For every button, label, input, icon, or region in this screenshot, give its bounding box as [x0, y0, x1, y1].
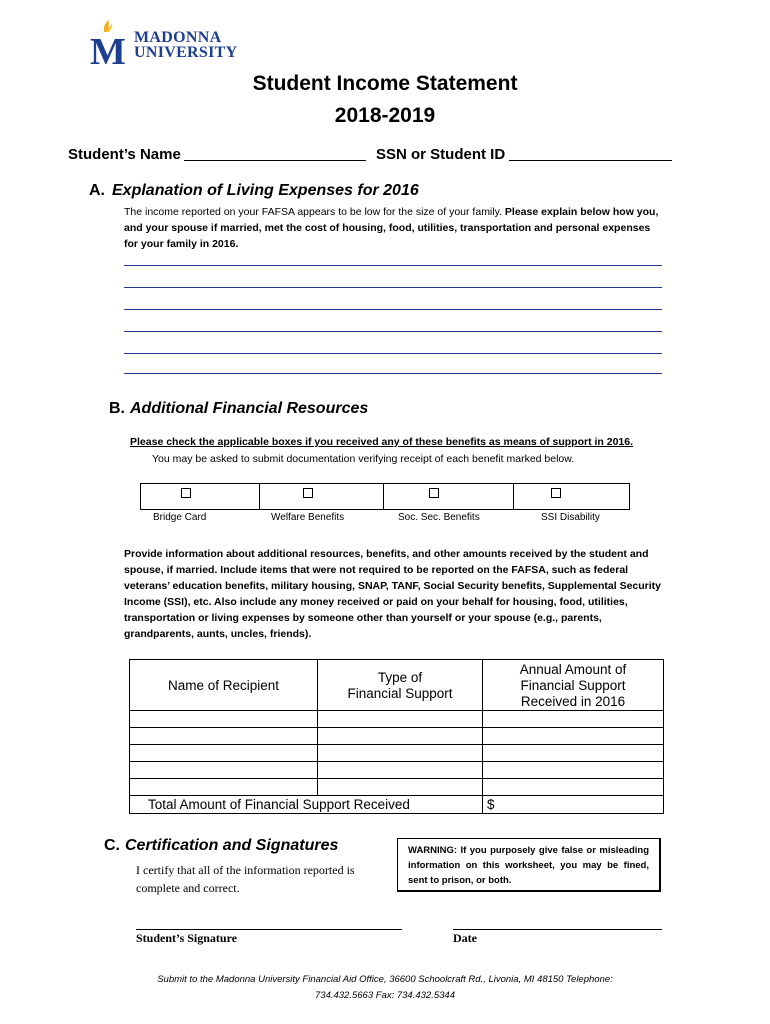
table-row-line [130, 795, 663, 796]
signature-field[interactable] [136, 929, 402, 930]
section-a-letter: A. [89, 182, 105, 199]
footer-line-1: Submit to the Madonna University Financial Aid Office, 36600 Schoolcraft Rd., Livonia, MI 48150 Telephone: [157, 974, 613, 985]
section-a-text-bold: Please explain below how you, and your spouse if married, met the cost of housing, food, utilities, transportation and personal expenses for your family in 2016. [124, 206, 659, 250]
type-header-line-1: Type of [377, 670, 423, 685]
benefit-label-bridge-card: Bridge Card [153, 512, 207, 523]
section-a-instructions [124, 204, 664, 252]
amount-header-line-3: Received in 2016 [520, 694, 626, 709]
explanation-line-1[interactable] [124, 265, 662, 266]
document-year: 2018-2019 [334, 104, 436, 127]
university-logo-icon [90, 20, 134, 66]
column-header-amount [483, 662, 663, 710]
amount-header-line-2: Financial Support [520, 678, 626, 693]
total-label: Total Amount of Financial Support Received [148, 797, 410, 812]
certify-text [136, 861, 355, 897]
checkbox-soc-sec-benefits[interactable] [429, 488, 439, 498]
column-header-type [318, 670, 482, 702]
type-header-line-2: Financial Support [347, 686, 453, 701]
section-b-instruction: Please check the applicable boxes if you received any of these benefits as means of support in 2016. [130, 436, 634, 448]
explanation-line-4[interactable] [124, 331, 662, 332]
checkbox-bridge-card[interactable] [181, 488, 191, 498]
section-b-provide-text: Provide information about additional resources, benefits, and other amounts received by the student and spouse, if married. Include items that were not required to be reported on the FAFSA, such as federal veterans’ education benefits, military housing, SNAP, TANF, Social Security benefits, Supplemental Security Income (SSI), etc. Also include any money received or paid on your behalf for housing, food, utilities, transportation or living expenses by someone other than yourself or your spouse (e.g., parents, grandparents, aunts, uncles, friends). [124, 548, 662, 640]
benefits-checkbox-table [140, 483, 630, 510]
recipient-cell[interactable] [130, 711, 317, 727]
certify-line-2: complete and correct. [136, 881, 240, 895]
explanation-line-5[interactable] [124, 353, 662, 354]
student-id-label: SSN or Student ID [376, 146, 506, 163]
date-label: Date [453, 931, 477, 945]
benefit-label-ssi: SSI Disability [541, 512, 600, 523]
benefit-cell [383, 484, 514, 509]
recipient-cell[interactable] [130, 728, 317, 744]
benefit-label-welfare: Welfare Benefits [271, 512, 345, 523]
section-a-title: Explanation of Living Expenses for 2016 [112, 182, 419, 199]
explanation-line-2[interactable] [124, 287, 662, 288]
benefit-label-soc-sec: Soc. Sec. Benefits [398, 512, 480, 523]
certify-line-1: I certify that all of the information reported is [136, 863, 355, 877]
explanation-line-6[interactable] [124, 373, 662, 374]
benefit-cell [513, 484, 629, 509]
financial-support-table [129, 659, 664, 814]
student-id-field[interactable] [509, 160, 672, 161]
explanation-line-3[interactable] [124, 309, 662, 310]
benefit-cell [141, 484, 260, 509]
section-b-note: You may be asked to submit documentation verifying receipt of each benefit marked below. [152, 453, 575, 465]
recipient-cell[interactable] [130, 762, 317, 778]
signature-label: Student’s Signature [136, 931, 238, 945]
recipient-cell[interactable] [130, 779, 317, 795]
total-amount-field[interactable]: $ [487, 797, 495, 812]
warning-box: WARNING: If you purposely give false or misleading information on this worksheet, you may be fined, sent to prison, or both. [397, 838, 661, 892]
section-c-letter: C. [104, 837, 120, 854]
benefit-cell [259, 484, 384, 509]
document-title: Student Income Statement [252, 72, 518, 95]
student-name-field[interactable] [184, 160, 366, 161]
column-header-recipient: Name of Recipient [167, 678, 280, 693]
recipient-cell[interactable] [130, 745, 317, 761]
svg-text:M: M [90, 31, 126, 66]
amount-header-line-1: Annual Amount of [519, 662, 627, 677]
university-logo-text [134, 30, 237, 60]
checkbox-welfare-benefits[interactable] [303, 488, 313, 498]
logo-line-2: UNIVERSITY [134, 44, 238, 61]
section-a-text: The income reported on your FAFSA appears to be low for the size of your family. [124, 206, 505, 218]
checkbox-ssi-disability[interactable] [551, 488, 561, 498]
footer-line-2: 734.432.5663 Fax: 734.432.5344 [315, 990, 455, 1001]
section-c-title: Certification and Signatures [125, 837, 339, 854]
section-b-title: Additional Financial Resources [130, 400, 369, 417]
student-name-label: Student’s Name [68, 146, 181, 163]
logo-line-1: MADONNA [134, 29, 222, 46]
section-b-letter: B. [109, 400, 125, 417]
date-field[interactable] [453, 929, 662, 930]
